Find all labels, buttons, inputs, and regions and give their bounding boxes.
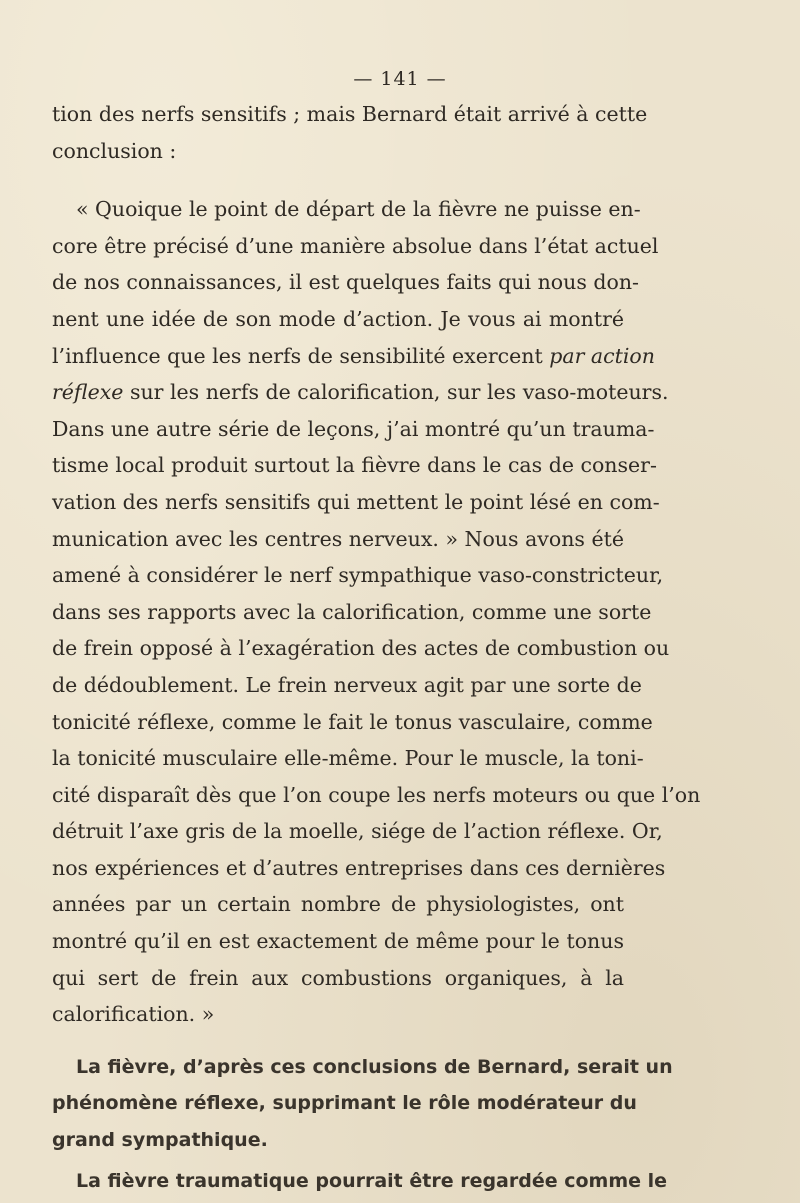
quote-text: l’influence que les nerfs de sensibilité exercent [52,343,550,368]
quote-line: de frein opposé à l’exagération des actes de combustion ou [52,636,670,661]
quote-line [52,338,655,375]
text-line: tion des nerfs sensitifs ; mais Bernard était arrivé à cette [52,102,648,126]
quote-line [52,374,669,411]
italic-phrase: réflexe [52,380,124,405]
quote-line: tonicité réflexe, comme le fait le tonus vasculaire, comme [52,709,653,734]
body-text [52,96,701,1199]
quote-text: sur les nerfs de calorification, sur les vaso-moteurs. [123,380,669,405]
quote-line: cité disparaît dès que l’on coupe les nerfs moteurs ou que l’on [52,782,701,807]
quote-line: détruit l’axe gris de la moelle, siége de l’action réflexe. Or, [52,819,663,844]
conclusion-line: grand sympathique. [52,1129,268,1152]
quote-line: de nos connaissances, il est quelques faits qui nous don- [52,270,639,295]
quote-line: vation des nerfs sensitifs qui mettent le point lésé en com- [52,489,660,514]
quote-line: nos expériences et d’autres entreprises dans ces dernières [52,855,666,880]
quote-line: de dédoublement. Le frein nerveux agit par une sorte de [52,672,642,697]
quote-line: tisme local produit surtout la fièvre dans le cas de conser- [52,453,657,478]
quote-line: munication avec les centres nerveux. » Nous avons été [52,526,624,551]
italic-phrase: par action [549,343,655,368]
quote-line: nent une idée de son mode d’action. Je vous ai montré [52,306,624,331]
text-line: conclusion : [52,138,177,163]
quote-line: core être précisé d’une manière absolue dans l’état actuel [52,233,659,258]
quote-line: années par un certain nombre de physiologistes, ont [52,892,624,917]
quote-line: Dans une autre série de leçons, j’ai montré qu’un trauma- [52,416,655,441]
quote-line: dans ses rapports avec la calorification, comme une sorte [52,599,652,624]
quote-line: la tonicité musculaire elle-même. Pour le muscle, la toni- [52,746,644,771]
quote-line: amené à considérer le nerf sympathique vaso-constricteur, [52,563,664,588]
conclusion-line: phénomène réflexe, supprimant le rôle modérateur du [52,1092,637,1115]
conclusion-line: La fièvre, d’après ces conclusions de Bernard, serait un [76,1055,673,1078]
quote-line: « Quoique le point de départ de la fièvre ne puisse en- [76,197,641,222]
quote-line: montré qu’il en est exactement de même pour le tonus [52,929,624,954]
closing-line: La fièvre traumatique pourrait être regardée comme le [76,1169,668,1192]
quote-line: qui sert de frein aux combustions organiques, à la [52,965,624,990]
quote-line: calorification. » [52,1002,215,1027]
page-number: — 141 — [353,68,447,90]
